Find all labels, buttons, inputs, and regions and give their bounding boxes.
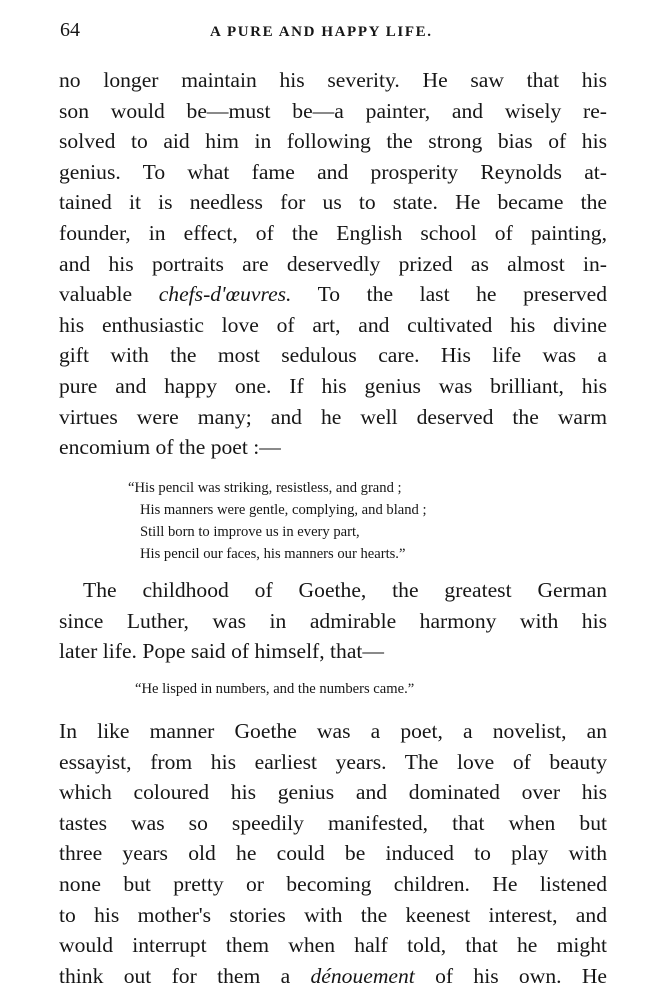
text-line: since Luther, was in admirable harmony with his: [59, 608, 607, 633]
verse-line: His manners were gentle, complying, and bland ;: [140, 502, 427, 518]
text-line: [59, 279, 607, 310]
italic-phrase: chefs-d'œuvres.: [158, 282, 292, 307]
text-run: The childhood of Goethe, the greatest German: [83, 578, 607, 602]
text-line: [59, 575, 607, 606]
text-line: none but pretty or becoming children. He listened: [59, 871, 607, 896]
text-line: and his portraits are deservedly prized as almost in-: [59, 251, 607, 276]
text-line: encomium of the poet :—: [59, 435, 281, 460]
verse-line: His pencil our faces, his manners our hearts.”: [140, 546, 406, 562]
text-run: of his own. He: [414, 963, 607, 988]
text-line: which coloured his genius and dominated over his: [59, 780, 607, 805]
text-line: gift with the most sedulous care. His life was a: [59, 343, 607, 368]
text-line: later life. Pope said of himself, that—: [59, 639, 385, 664]
verse-line: Still born to improve us in every part,: [140, 524, 360, 540]
verse-quotation-pope: [135, 678, 555, 700]
paragraph-goethe: [59, 575, 607, 667]
text-line: would interrupt them when half told, that he might: [59, 933, 607, 958]
text-line: three years old he could be induced to play with: [59, 841, 607, 866]
italic-phrase: dénouement: [310, 963, 415, 988]
text-line: to his mother's stories with the keenest interest, and: [59, 902, 607, 927]
text-line: [59, 961, 607, 992]
text-line: pure and happy one. If his genius was brilliant, his: [59, 373, 607, 398]
verse-line: “He lisped in numbers, and the numbers came.”: [135, 681, 415, 697]
text-run: To the last he preserved: [291, 282, 607, 307]
text-line: genius. To what fame and prosperity Reynolds at-: [59, 159, 607, 184]
text-line: son would be—must be—a painter, and wisely re-: [59, 98, 607, 123]
text-line: his enthusiastic love of art, and cultivated his divine: [59, 312, 607, 337]
text-line: tained it is needless for us to state. He became the: [59, 190, 607, 215]
text-line: In like manner Goethe was a poet, a novelist, an: [59, 719, 607, 743]
text-line: tastes was so speedily manifested, that when but: [59, 810, 607, 835]
text-line: virtues were many; and he well deserved the warm: [59, 404, 607, 429]
text-line: founder, in effect, of the English school of painting,: [59, 220, 607, 245]
verse-line: “His pencil was striking, resistless, and grand ;: [128, 480, 402, 496]
verse-quotation: [128, 477, 548, 565]
running-head: A PURE AND HAPPY LIFE.: [210, 24, 433, 40]
paragraph-reynolds: [59, 65, 607, 463]
paragraph-goethe-childhood: [59, 716, 607, 991]
text-run: think out for them a: [59, 963, 311, 988]
text-line: solved to aid him in following the strong bias of his: [59, 129, 607, 154]
text-line: essayist, from his earliest years. The love of beauty: [59, 749, 607, 774]
page-number: 64: [60, 19, 80, 41]
text-run: valuable: [59, 282, 159, 307]
text-line: no longer maintain his severity. He saw that his: [59, 68, 607, 92]
